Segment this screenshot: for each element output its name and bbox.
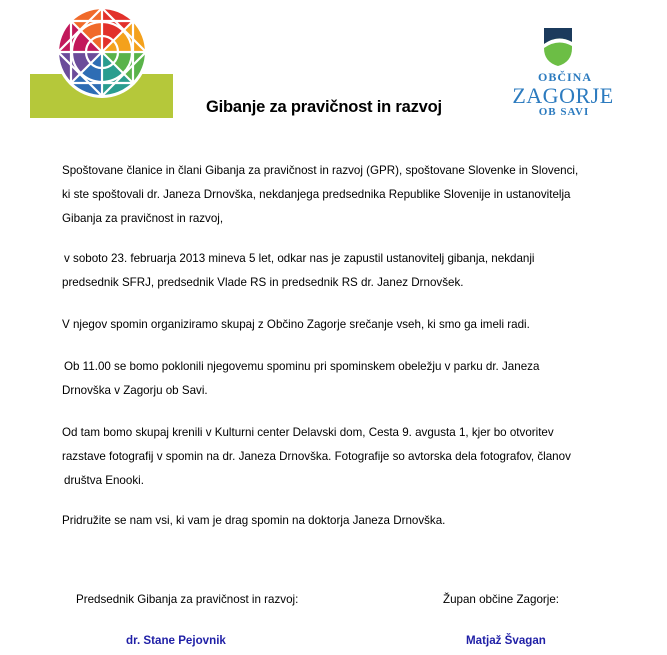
organization-title: Gibanje za pravičnost in razvoj [206,98,442,116]
closing-paragraph: Pridružite se nam vsi, ki vam je drag spomin na doktorja Janeza Drnovška. [62,514,446,527]
left-signature-name: dr. Stane Pejovnik [126,634,226,647]
anniversary-line-1: v soboto 23. februarja 2013 mineva 5 let, odkar nas je zapustil ustanovitelj gibanja, nekdanji [64,252,535,265]
anniversary-line-2: predsednik SFRJ, predsednik Vlade RS in predsednik RS dr. Janez Drnovšek. [62,276,464,289]
right-signature-role: Župan občine Zagorje: [443,593,560,606]
municipality-name-line2: ZAGORJE [512,83,614,108]
exhibition-line-1: Od tam bomo skupaj krenili v Kulturni center Delavski dom, Cesta 9. avgusta 1, kjer bo otvoritev [62,426,554,439]
greeting-line-3: Gibanja za pravičnost in razvoj, [62,212,224,225]
municipality-name-line1: OBČINA [537,70,592,84]
greeting-line-2: ki ste spoštovali dr. Janeza Drnovška, nekdanjega predsednika Republike Slovenije in ustanovitelja [62,188,571,201]
organize-paragraph: V njegov spomin organiziramo skupaj z Občino Zagorje srečanje vseh, ki smo ga imeli radi. [62,318,530,331]
memorial-line-1: Ob 11.00 se bomo poklonili njegovemu spominu pri spominskem obeležju v parku dr. Janeza [64,360,540,373]
left-signature-role: Predsednik Gibanja za pravičnost in razvoj: [76,593,299,606]
exhibition-line-3: društva Enooki. [64,474,144,487]
exhibition-line-2: razstave fotografij v spomin na dr. Janeza Drnovška. Fotografije so avtorska dela fotografov, članov [62,450,571,463]
memorial-line-2: Drnovška v Zagorju ob Savi. [62,384,208,397]
zagorje-crest-icon [536,24,580,68]
greeting-line-1: Spoštovane članice in člani Gibanja za pravičnost in razvoj (GPR), spoštovane Slovenke in Slovenci, [62,164,579,177]
gpr-logo-icon [30,0,173,118]
right-signature-name: Matjaž Švagan [466,634,546,647]
municipality-name-line3: OB SAVI [538,106,590,118]
